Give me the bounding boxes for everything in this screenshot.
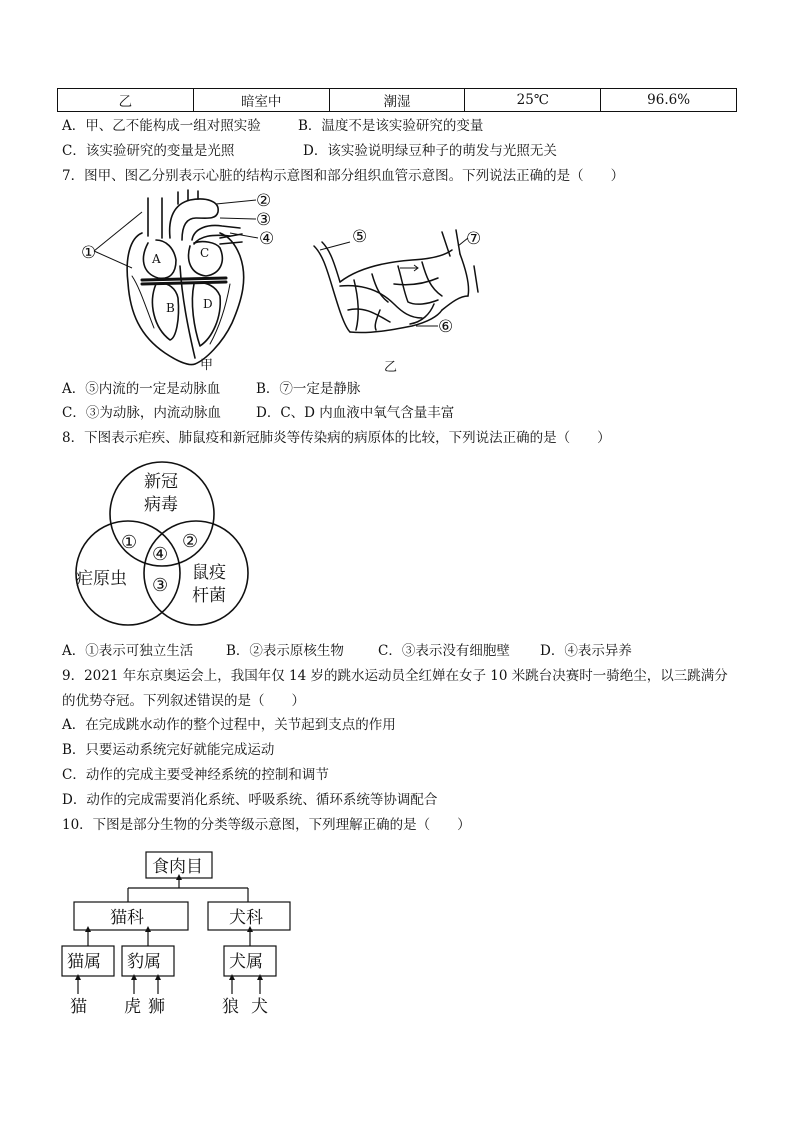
vessel-label-5: ⑤	[352, 227, 368, 247]
tree-label-felidae: 猫科	[110, 908, 144, 928]
q9-option-b: B．只要运动系统完好就能完成运动	[62, 742, 275, 758]
heart-label-1: ①	[81, 243, 97, 263]
heart-label-3: ③	[256, 210, 272, 230]
q10-stem: 10．下图是部分生物的分类等级示意图，下列理解正确的是（ ）	[62, 817, 471, 833]
q9-stem-line-2: 的优势夺冠。下列叙述错误的是（ ）	[62, 693, 305, 709]
q7-option-c: C．③为动脉，内流动脉血	[62, 405, 221, 421]
heart-label-d: D	[203, 297, 213, 311]
venn-label-plasmodium: 疟原虫	[76, 569, 127, 589]
tree-species-lion: 狮	[148, 997, 165, 1017]
tree-label-panthera: 豹属	[127, 952, 161, 972]
table-cell-temperature: 25℃	[465, 89, 601, 112]
q6-option-b: B．温度不是该实验研究的变量	[298, 118, 484, 134]
q7-option-d: D．C、D 内血液中氧气含量丰富	[256, 405, 455, 421]
heart-label-c: C	[200, 246, 210, 260]
q9-stem-line-1: 9．2021 年东京奥运会上，我国年仅 14 岁的跳水运动员全红婵在女子 10 米跳台决赛时一骑绝尘，以三跳满分	[62, 668, 728, 684]
experiment-table	[57, 88, 737, 112]
tree-label-order: 食肉目	[152, 857, 203, 877]
venn-region-1: ①	[121, 532, 138, 553]
heart-diagram	[70, 188, 310, 378]
venn-label-virus-1: 新冠	[144, 472, 178, 492]
table-cell-rate: 96.6%	[601, 89, 737, 112]
tree-label-canidae: 犬科	[229, 908, 263, 928]
heart-label-2: ②	[256, 191, 272, 211]
q6-option-d: D．该实验说明绿豆种子的萌发与光照无关	[303, 143, 557, 159]
q9-option-a: A．在完成跳水动作的整个过程中，关节起到支点的作用	[62, 717, 396, 733]
venn-label-bacillus-2: 杆菌	[192, 586, 226, 606]
q8-stem: 8．下图表示疟疾、肺鼠疫和新冠肺炎等传染病的病原体的比较，下列说法正确的是（ ）	[62, 430, 611, 446]
tree-species-tiger: 虎	[124, 997, 141, 1017]
tree-species-cat: 猫	[70, 997, 87, 1017]
classification-tree	[58, 848, 298, 1018]
q7-option-b: B．⑦一定是静脉	[256, 381, 361, 397]
vessel-label-7: ⑦	[466, 229, 482, 249]
q9-option-c: C．动作的完成主要受神经系统的控制和调节	[62, 767, 329, 783]
tree-label-canis: 犬属	[229, 952, 263, 972]
vessel-diagram	[310, 226, 500, 375]
q6-option-a: A．甲、乙不能构成一组对照实验	[62, 118, 261, 134]
table-cell-location: 暗室中	[193, 89, 329, 112]
table-cell-group: 乙	[58, 89, 194, 112]
vessel-caption: 乙	[384, 360, 398, 375]
tree-label-felis: 猫属	[67, 952, 101, 972]
q8-option-d: D．④表示异养	[540, 643, 632, 659]
q8-option-a: A．①表示可独立生活	[62, 643, 194, 659]
q9-option-d: D．动作的完成需要消化系统、呼吸系统、循环系统等协调配合	[62, 792, 438, 808]
heart-label-b: B	[166, 301, 175, 315]
heart-label-a: A	[152, 252, 161, 266]
venn-region-4: ④	[152, 544, 169, 565]
q7-option-a: A．⑤内流的一定是动脉血	[62, 381, 221, 397]
tree-species-dog: 犬	[251, 997, 268, 1017]
q8-option-c: C．③表示没有细胞壁	[378, 643, 510, 659]
q8-option-b: B．②表示原核生物	[226, 643, 344, 659]
q6-option-c: C．该实验研究的变量是光照	[62, 143, 235, 159]
table-cell-moisture: 潮湿	[329, 89, 465, 112]
venn-diagram	[72, 460, 252, 630]
venn-label-virus-2: 病毒	[144, 495, 178, 515]
venn-region-2: ②	[182, 531, 199, 552]
table-row	[58, 89, 737, 112]
heart-caption: 甲	[200, 358, 214, 373]
venn-label-bacillus-1: 鼠疫	[192, 563, 226, 583]
q7-stem: 7．图甲、图乙分别表示心脏的结构示意图和部分组织血管示意图。下列说法正确的是（ ）	[62, 168, 625, 184]
tree-species-wolf: 狼	[222, 997, 239, 1017]
venn-region-3: ③	[152, 575, 169, 596]
heart-label-4: ④	[259, 229, 275, 249]
vessel-label-6: ⑥	[438, 317, 454, 337]
